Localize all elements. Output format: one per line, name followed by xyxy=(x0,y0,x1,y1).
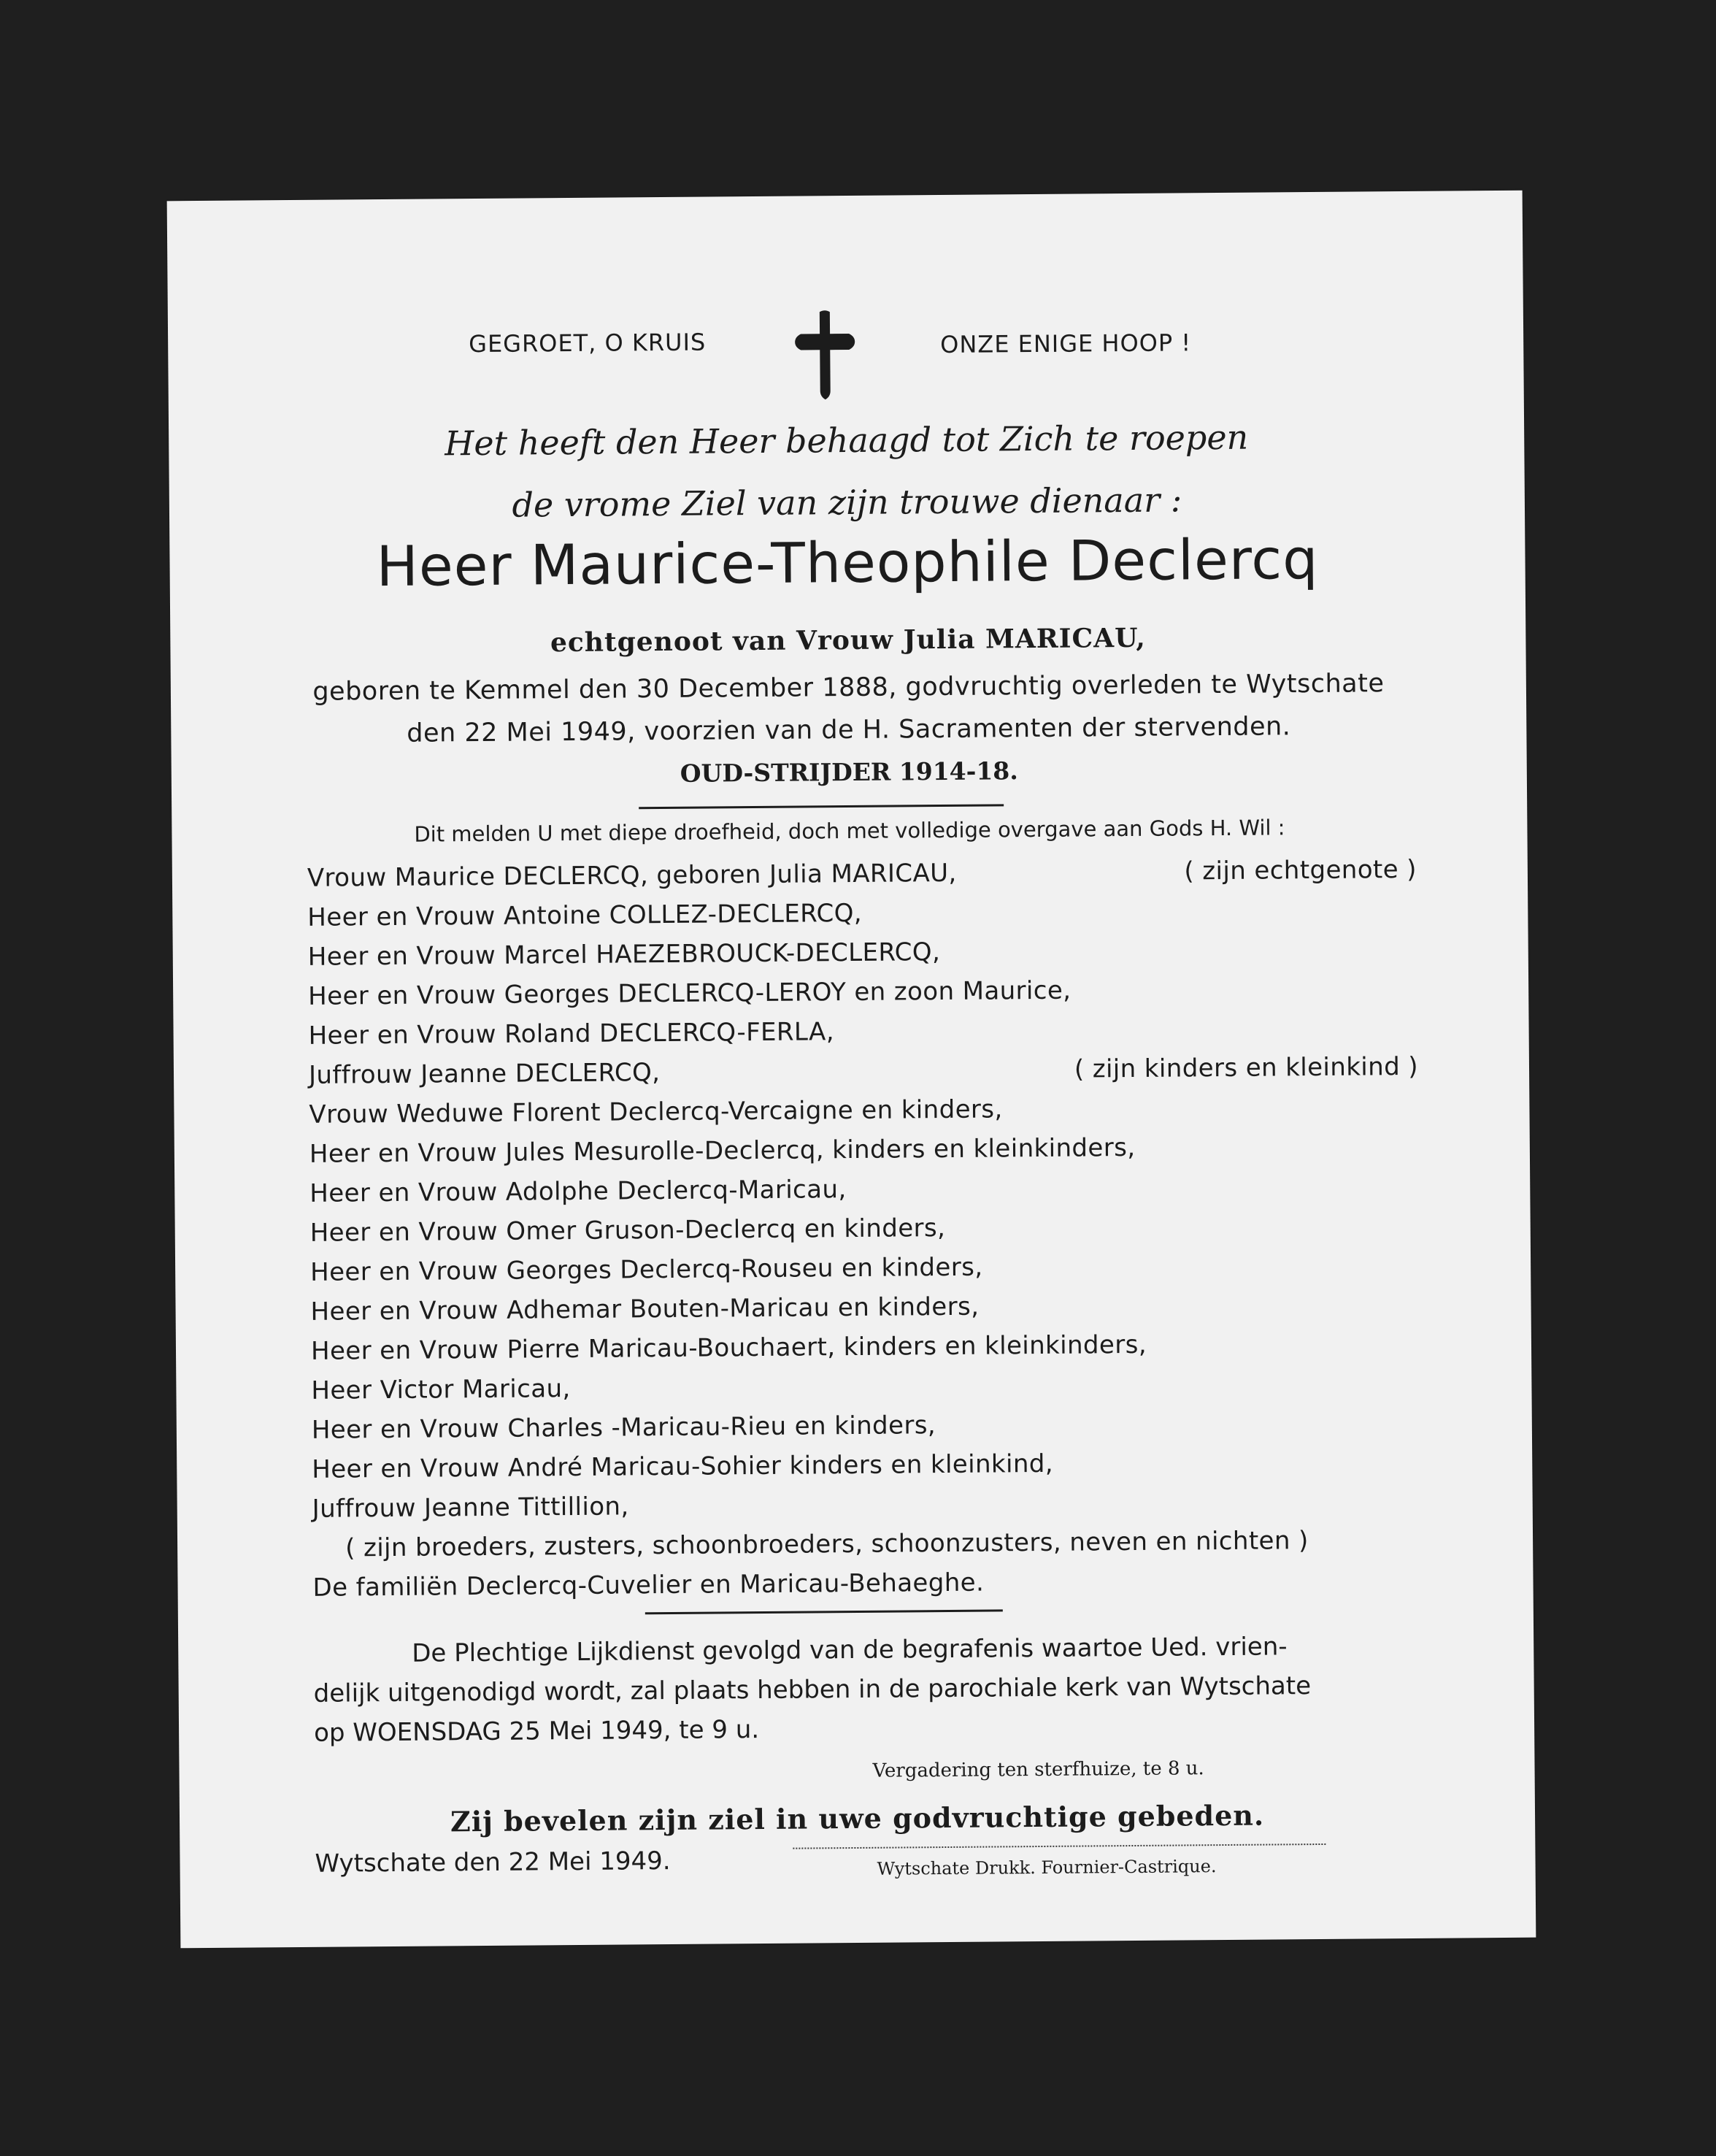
divider-bottom xyxy=(645,1609,1003,1614)
printer-line: Wytschate Drukk. Fournier-Castrique. xyxy=(877,1856,1217,1879)
mourner-name: Heer en Vrouw Jules Mesurolle-Declercq, kinders en kleinkinders, xyxy=(309,1132,1136,1169)
mourner-name: Vrouw Maurice DECLERCQ, geboren Julia MARICAU, xyxy=(307,858,957,893)
service-line-1: De Plechtige Lijkdienst gevolgd van de begrafenis waartoe Ued. vrien- xyxy=(412,1632,1288,1668)
mourner-name: Heer en Vrouw Charles -Maricau-Rieu en kinders, xyxy=(311,1411,936,1445)
deceased-name: Heer Maurice-Theophile Declercq xyxy=(376,526,1319,599)
mourner-name: Juffrouw Jeanne DECLERCQ, xyxy=(308,1058,661,1090)
spouse-line: echtgenoot van Vrouw Julia MARICAU, xyxy=(550,622,1146,659)
bio-line-2: den 22 Mei 1949, voorzien van de H. Sacramenten der stervenden. xyxy=(407,712,1291,748)
mourners-intro: Dit melden U met diepe droefheid, doch met volledige overgave aan Gods H. Wil : xyxy=(414,815,1285,847)
bio-line-1: geboren te Kemmel den 30 December 1888, godvruchtig overleden te Wytschate xyxy=(312,669,1385,707)
memorial-card xyxy=(167,191,1536,1949)
mourner-relation: ( zijn echtgenote ) xyxy=(1184,854,1417,886)
motto-right: ONZE ENIGE HOOP ! xyxy=(940,329,1192,359)
mourner-name: Heer en Vrouw Antoine COLLEZ-DECLERCQ, xyxy=(307,898,863,932)
mourner-name: Vrouw Weduwe Florent Declercq-Vercaigne en kinders, xyxy=(309,1094,1003,1129)
mourner-name: Heer en Vrouw Pierre Maricau-Bouchaert, kinders en kleinkinders, xyxy=(310,1330,1147,1366)
place-date: Wytschate den 22 Mei 1949. xyxy=(315,1846,671,1879)
veteran-line: OUD-STRIJDER 1914-18. xyxy=(680,756,1018,788)
motto-left: GEGROET, O KRUIS xyxy=(469,328,707,358)
mourner-name: Juffrouw Jeanne Tittillion, xyxy=(312,1492,629,1524)
mourner-name: Heer en Vrouw André Maricau-Sohier kinders en kleinkind, xyxy=(312,1449,1054,1484)
mourner-name: Heer en Vrouw Roland DECLERCQ-FERLA, xyxy=(308,1017,835,1051)
mourner-name: Heer Victor Maricau, xyxy=(311,1374,571,1405)
announcement-line-1: Het heeft den Heer behaagd tot Zich te roepen xyxy=(445,417,1249,464)
service-line-3: op WOENSDAG 25 Mei 1949, te 9 u. xyxy=(313,1715,760,1748)
relations-note: ( zijn broeders, zusters, schoonbroeders, schoonzusters, neven en nichten ) xyxy=(345,1526,1309,1563)
mourner-name: Heer en Vrouw Adolphe Declercq-Maricau, xyxy=(309,1175,847,1208)
prayer-line: Zij bevelen zijn ziel in uwe godvruchtige gebeden. xyxy=(450,1798,1265,1838)
announcement-line-2: de vrome Ziel van zijn trouwe dienaar : xyxy=(512,480,1182,525)
mourners-list xyxy=(307,850,1423,1608)
mourner-name: Heer en Vrouw Omer Gruson-Declercq en kinders, xyxy=(309,1213,946,1248)
cross-icon xyxy=(792,309,858,401)
mourner-name: Heer en Vrouw Adhemar Bouten-Maricau en kinders, xyxy=(310,1292,980,1327)
dotted-rule xyxy=(793,1844,1326,1849)
mourner-relation: ( zijn kinders en kleinkind ) xyxy=(1074,1051,1419,1084)
mourner-name: Heer en Vrouw Georges Declercq-Rouseu en kinders, xyxy=(310,1252,983,1287)
divider-top xyxy=(639,804,1004,809)
mourner-name: Heer en Vrouw Georges DECLERCQ-LEROY en zoon Maurice, xyxy=(308,975,1071,1011)
service-line-2: delijk uitgenodigd wordt, zal plaats hebben in de parochiale kerk van Wytschate xyxy=(313,1671,1312,1708)
families-line: De familiën Declercq-Cuvelier en Maricau-Behaeghe. xyxy=(312,1568,985,1603)
mourner-name: Heer en Vrouw Marcel HAEZEBROUCK-DECLERCQ, xyxy=(307,937,941,972)
gathering-note: Vergadering ten sterfhuize, te 8 u. xyxy=(872,1757,1204,1782)
